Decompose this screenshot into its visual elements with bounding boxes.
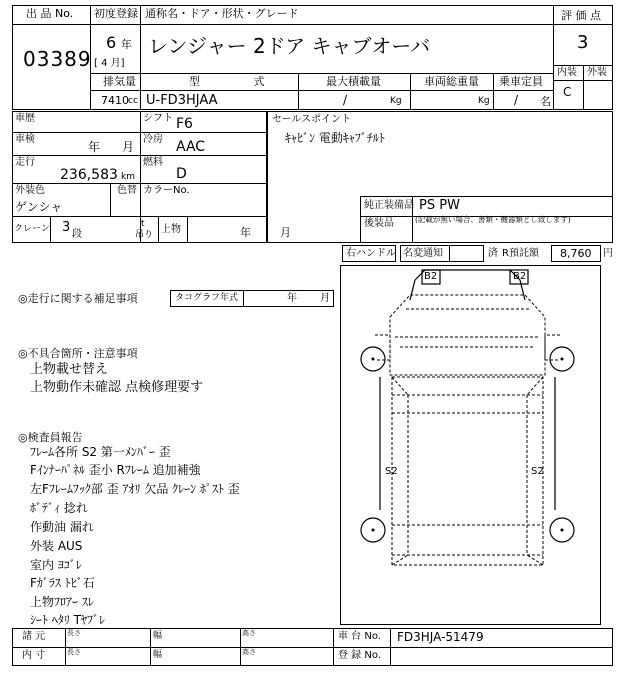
dims-label: 諸 元 <box>22 631 46 642</box>
damage-mark: B2 <box>513 271 527 282</box>
max-load-slash: / <box>343 93 348 107</box>
truck-diagram <box>340 265 601 625</box>
tacho-month-unit: 月 <box>320 293 330 304</box>
inspection-year-unit: 年 <box>88 140 101 154</box>
capacity-label: 乗車定員 <box>499 75 543 88</box>
upper-year-unit: 年 <box>240 226 251 239</box>
interior-dims-label: 内 寸 <box>22 650 46 661</box>
ac-value: AAC <box>176 139 206 155</box>
sales-point-label: セールスポイント <box>272 114 352 125</box>
length-label: 長さ <box>67 648 81 656</box>
sales-point-text: ｷｬﾋﾞﾝ 電動ｷｬﾌﾞﾁﾙﾄ <box>285 131 385 145</box>
damage-mark: S2 <box>531 466 544 477</box>
inspector-label: ◎検査員報告 <box>18 431 83 444</box>
color-change-label: 色替 <box>117 185 137 196</box>
fuel-value: D <box>176 166 187 182</box>
crane-label: クレーン <box>14 224 50 234</box>
capacity-slash: / <box>514 93 519 107</box>
reg-label: 登 録 No. <box>338 650 381 661</box>
ext-color-value: ゲンシャ <box>15 200 63 214</box>
rating-value: 3 <box>577 32 589 53</box>
tax-label: 済 <box>488 248 498 259</box>
fuel-label: 燃料 <box>143 157 163 168</box>
name-change-label: 名変通知 <box>403 248 443 259</box>
aftermarket-label: 後装品 <box>364 218 394 229</box>
inspection-label: 車検 <box>15 134 35 145</box>
cc-unit: cc <box>128 96 138 106</box>
inspector-line: 作動油 漏れ <box>30 520 94 534</box>
capacity-unit: 名 <box>540 95 551 108</box>
inspector-line: ｼｰﾄ ﾍﾀﾘ Tﾔﾌﾞﾚ <box>30 613 105 627</box>
defects-label: ◎不具合箇所・注意事項 <box>18 347 138 360</box>
rhd-label: 右ハンドル <box>346 248 396 259</box>
defect-line: 上物載せ替え <box>30 362 109 377</box>
exterior-grade-label: 外装 <box>587 67 607 78</box>
shift-value: F6 <box>176 116 193 132</box>
inspector-line: 上物ﾌﾛｱｰ ｽﾚ <box>30 595 94 609</box>
interior-grade: C <box>563 85 572 99</box>
ext-color-label: 外装色 <box>15 185 45 196</box>
upper-month-unit: 月 <box>280 226 291 239</box>
max-load-unit: Kg <box>390 96 402 106</box>
crane-stages: 3 <box>62 220 71 235</box>
vehicle-name-label: 通称名・ドア・形状・グレード <box>145 7 299 20</box>
stage-unit: 段 <box>72 229 82 240</box>
chassis-label: 車 台 No. <box>338 631 381 642</box>
model-label: 型 式 <box>189 75 265 88</box>
km-unit: km <box>121 172 135 182</box>
inspector-line: 室内 ﾖｺﾞﾚ <box>30 558 82 572</box>
first-reg-year: 6 <box>106 33 117 52</box>
inspector-line: ﾌﾚｰﾑ各所 S2 第一ﾒﾝﾊﾞｰ 歪 <box>30 445 171 459</box>
shift-label: シフト <box>143 113 173 124</box>
length-label: 長さ <box>67 629 81 637</box>
color-no-label: カラーNo. <box>143 185 190 196</box>
inspection-month-unit: 月 <box>122 140 135 154</box>
lot-label: 出 品 No. <box>26 7 74 20</box>
r-calc-value: 8,760 <box>560 247 592 260</box>
chassis-number: FD3HJA-51479 <box>397 630 484 644</box>
aftermarket-note: (記載が無い場合、書類・機器類とし致します) <box>415 215 571 224</box>
inspector-line: Fｶﾞﾗｽ ﾄﾋﾞ石 <box>30 576 95 590</box>
lot-number: 03389 <box>23 47 92 71</box>
inspector-line: Fｲﾝﾅｰﾊﾟﾈﾙ 歪小 Rﾌﾚｰﾑ 追加補強 <box>30 463 201 477</box>
tacho-year-unit: 年 <box>287 293 297 304</box>
gross-weight-unit: Kg <box>478 96 490 106</box>
year-unit: 年 <box>121 38 132 51</box>
inspector-line: 外装 AUS <box>30 539 83 553</box>
first-reg-label: 初度登録 <box>94 7 138 20</box>
max-load-label: 最大積載量 <box>326 75 381 88</box>
model-value: U-FD3HJAA <box>146 93 218 108</box>
height-label: 高さ <box>242 629 256 637</box>
r-calc-label: R預託額 <box>502 248 539 259</box>
mileage-label: 走行 <box>15 157 35 168</box>
defect-line: 上物動作未確認 点検修理要す <box>30 380 204 395</box>
tacho-label: タコグラフ年式 <box>175 293 239 303</box>
inspector-line: ﾎﾞﾃﾞｨ 捻れ <box>30 501 88 515</box>
genuine-equipment: PS PW <box>419 198 460 213</box>
gross-weight-label: 車両総重量 <box>424 75 479 88</box>
mileage-value: 236,583 <box>60 167 118 183</box>
ton-unit: t <box>141 219 145 229</box>
damage-mark: S2 <box>385 466 398 477</box>
inspector-line: 左Fﾌﾚｰﾑﾌｯｸ部 歪 ｱｵﾘ 欠品 ｸﾚｰﾝ ﾎﾟｽﾄ 歪 <box>30 482 240 496</box>
genuine-label: 純正装備品 <box>364 200 414 211</box>
ac-label: 冷房 <box>143 134 163 145</box>
history-label: 車歴 <box>15 113 35 124</box>
first-reg-month: [ 4 月] <box>94 58 125 69</box>
displacement-value: 7410 <box>101 94 129 107</box>
width-label: 幅 <box>153 650 163 660</box>
vehicle-name: レンジャー 2ドア キャブオーバ <box>148 34 431 58</box>
running-notes-label: ◎走行に関する補足事項 <box>18 292 138 305</box>
upper-label: 上物 <box>161 224 181 235</box>
hanging-unit: 吊り <box>135 230 154 240</box>
height-label: 高さ <box>242 648 256 656</box>
yen-unit: 円 <box>603 248 613 259</box>
width-label: 幅 <box>153 631 163 641</box>
rating-label: 評 価 点 <box>561 9 601 22</box>
damage-mark: B2 <box>424 271 438 282</box>
interior-grade-label: 内装 <box>557 67 577 78</box>
displacement-label: 排気量 <box>103 75 136 88</box>
